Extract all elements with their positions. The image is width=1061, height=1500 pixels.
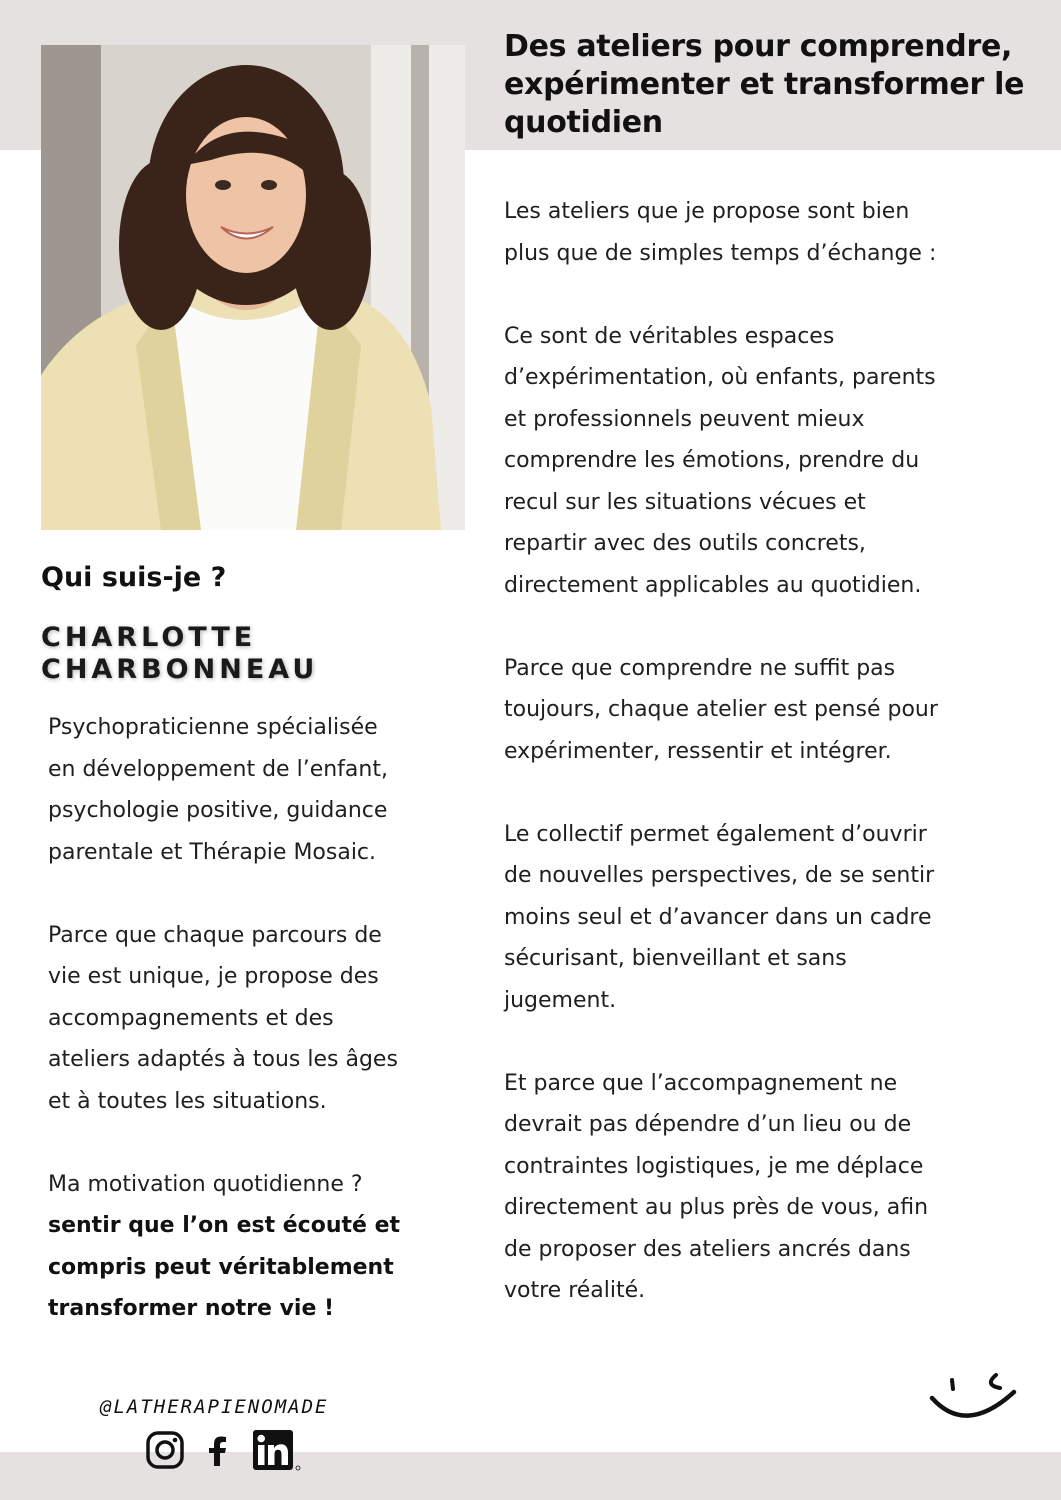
portrait-photo: [41, 45, 465, 530]
motivation-paragraph: [48, 1164, 458, 1330]
motivation-intro: Ma motivation quotidienne ?: [48, 1171, 363, 1197]
portrait-illustration: [41, 45, 465, 530]
smiley-icon: [926, 1364, 1018, 1426]
workshops-paragraph: Ce sont de véritables espaces d’expérimentation, où enfants, parents et professionnels peuvent mieux comprendre les émotions, prendre du recul sur les situations vécues et repartir avec des outils concrets, directement applicables au quotidien.: [504, 323, 936, 598]
workshops-text: [504, 191, 1024, 1353]
about-paragraph: Psychopraticienne spécialisée en développement de l’enfant, psychologie positive, guidance parentale et Thérapie Mosaic.: [48, 715, 388, 865]
workshops-paragraph: Parce que comprendre ne suffit pas toujours, chaque atelier est pensé pour expérimenter, ressentir et intégrer.: [504, 655, 938, 764]
about-paragraph: Parce que chaque parcours de vie est unique, je propose des accompagnements et des ateliers adaptés à tous les âges et à toutes les situations.: [48, 922, 398, 1114]
author-name: CHARLOTTE CHARBONNEAU: [41, 622, 319, 685]
social-handle[interactable]: @LATHERAPIENOMADE: [100, 1396, 329, 1418]
social-icons: [145, 1430, 305, 1474]
instagram-icon[interactable]: [145, 1430, 185, 1470]
about-heading: Qui suis-je ?: [41, 562, 227, 593]
workshops-paragraph: Le collectif permet également d’ouvrir de nouvelles perspectives, de se sentir moins seul et d’avancer dans un cadre sécurisant, bienveillant et sans jugement.: [504, 821, 935, 1013]
workshops-paragraph: Et parce que l’accompagnement ne devrait pas dépendre d’un lieu ou de contraintes logistiques, je me déplace directement au plus près de vous, afin de proposer des ateliers ancrés dans votre réalité.: [504, 1070, 929, 1303]
page-headline: Des ateliers pour comprendre, expérimenter et transformer le quotidien: [504, 29, 1025, 140]
linkedin-icon[interactable]: [253, 1430, 303, 1472]
motivation-statement: sentir que l’on est écouté et compris peut véritablement transformer notre vie !: [48, 1213, 401, 1321]
about-text: [48, 707, 458, 1371]
workshops-paragraph: Les ateliers que je propose sont bien plus que de simples temps d’échange :: [504, 199, 937, 266]
facebook-icon[interactable]: [205, 1436, 229, 1466]
